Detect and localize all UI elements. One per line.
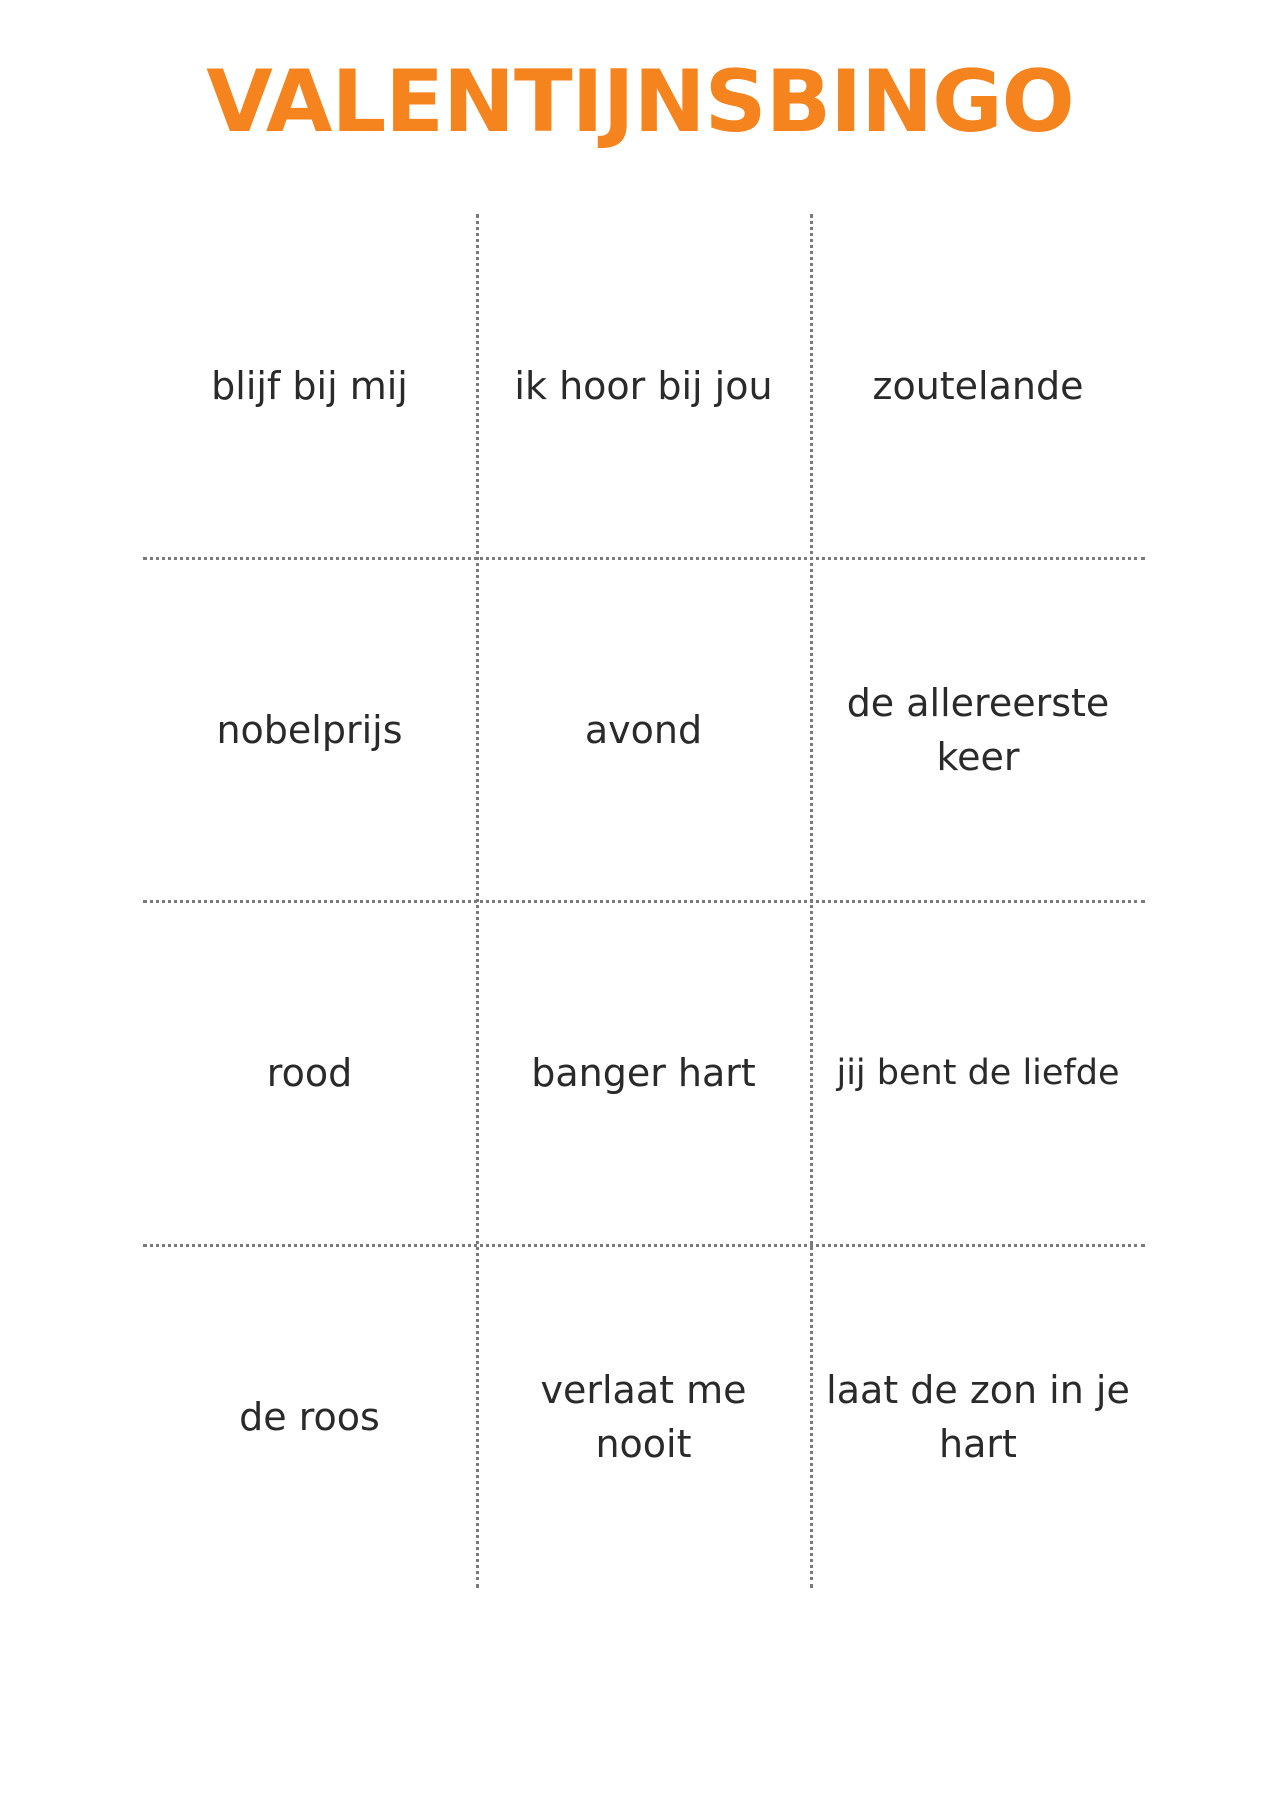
bingo-cell: nobelprijs (216, 707, 403, 752)
bingo-cell: jij bent de liefde (836, 1052, 1120, 1093)
bingo-cell: de roos (239, 1394, 380, 1439)
bingo-card (143, 214, 1145, 1588)
bingo-cell: avond (584, 707, 703, 752)
bingo-cell: banger hart (531, 1050, 756, 1095)
bingo-cell: verlaat me nooit (540, 1367, 747, 1466)
bingo-cell: ik hoor bij jou (514, 363, 773, 408)
bingo-cell: blijf bij mij (211, 363, 408, 408)
page-title: VALENTIJNSBINGO (206, 52, 1074, 152)
bingo-cell: zoutelande (872, 363, 1084, 408)
bingo-cell: laat de zon in je hart (826, 1367, 1130, 1466)
bingo-cell: de allereerste keer (846, 680, 1110, 779)
bingo-cell: rood (266, 1050, 353, 1095)
